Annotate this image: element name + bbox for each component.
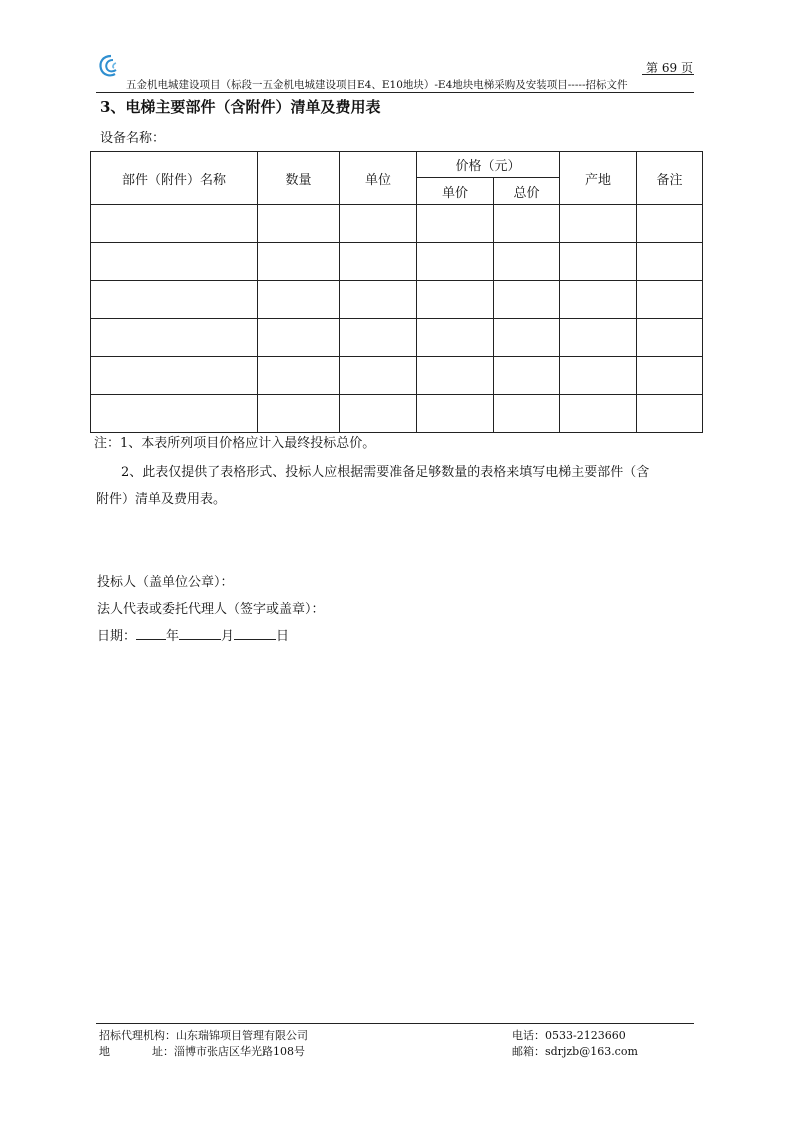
- table-cell[interactable]: [258, 357, 340, 395]
- date-label: 日期：: [97, 629, 137, 644]
- device-name-label: 设备名称：: [100, 131, 166, 146]
- table-cell[interactable]: [560, 357, 637, 395]
- header-part-name: 部件（附件）名称: [91, 152, 258, 205]
- table-row: [91, 357, 703, 395]
- agency-name: 山东瑞锦项目管理有限公司: [176, 1029, 308, 1042]
- day-blank[interactable]: [234, 627, 276, 640]
- table-cell[interactable]: [91, 281, 258, 319]
- table-row: [91, 243, 703, 281]
- swirl-logo-icon: [96, 52, 126, 82]
- table-cell[interactable]: [637, 357, 703, 395]
- table-cell[interactable]: [340, 243, 417, 281]
- table-cell[interactable]: [417, 281, 494, 319]
- table-cell[interactable]: [637, 205, 703, 243]
- address-label-part-1: 地: [99, 1045, 110, 1058]
- header-unit: 单位: [340, 152, 417, 205]
- agency-line: [99, 1027, 308, 1043]
- table-cell[interactable]: [258, 205, 340, 243]
- email-line: [512, 1043, 638, 1059]
- table-cell[interactable]: [560, 395, 637, 433]
- table-cell[interactable]: [560, 205, 637, 243]
- table-cell[interactable]: [494, 319, 560, 357]
- year-blank[interactable]: [136, 627, 166, 640]
- table-cell[interactable]: [417, 205, 494, 243]
- table-cell[interactable]: [417, 357, 494, 395]
- table-cell[interactable]: [91, 319, 258, 357]
- agency-label: 招标代理机构：: [99, 1029, 176, 1042]
- header-unit-price: 单价: [417, 178, 494, 205]
- table-row: [91, 395, 703, 433]
- document-header-title: 五金机电城建设项目（标段一五金机电城建设项目E4、E10地块）-E4地块电梯采购及安装项目-----招标文件: [126, 79, 628, 91]
- table-cell[interactable]: [91, 395, 258, 433]
- address-value: 淄博市张店区华光路108号: [174, 1045, 305, 1058]
- day-label: 日: [276, 629, 290, 644]
- table-cell[interactable]: [91, 243, 258, 281]
- table-cell[interactable]: [91, 205, 258, 243]
- table-cell[interactable]: [340, 319, 417, 357]
- year-label: 年: [166, 629, 180, 644]
- table-cell[interactable]: [340, 281, 417, 319]
- table-cell[interactable]: [417, 243, 494, 281]
- phone-label: 电话：: [512, 1029, 545, 1042]
- table-cell[interactable]: [417, 319, 494, 357]
- table-cell[interactable]: [258, 319, 340, 357]
- month-label: 月: [221, 629, 235, 644]
- page-number: 第 69 页: [646, 61, 693, 75]
- address-line: [99, 1043, 305, 1059]
- phone-number: 0533-2123660: [545, 1029, 626, 1042]
- footer-divider: [96, 1023, 694, 1024]
- table-cell[interactable]: [637, 319, 703, 357]
- phone-line: [512, 1027, 626, 1043]
- table-cell[interactable]: [340, 395, 417, 433]
- header-total-price: 总价: [494, 178, 560, 205]
- note-line-2: 2、此表仅提供了表格形式、投标人应根据需要准备足够数量的表格来填写电梯主要部件（含: [121, 465, 650, 480]
- table-cell[interactable]: [258, 243, 340, 281]
- table-cell[interactable]: [91, 357, 258, 395]
- table-cell[interactable]: [340, 357, 417, 395]
- table-cell[interactable]: [494, 205, 560, 243]
- table-cell[interactable]: [560, 243, 637, 281]
- table-cell[interactable]: [417, 395, 494, 433]
- table-cell[interactable]: [258, 281, 340, 319]
- table-cell[interactable]: [494, 395, 560, 433]
- table-cell[interactable]: [637, 281, 703, 319]
- section-title: 3、电梯主要部件（含附件）清单及费用表: [100, 98, 381, 116]
- table-cell[interactable]: [494, 357, 560, 395]
- note-line-3: 附件）清单及费用表。: [96, 492, 227, 507]
- email-address: sdrjzb@163.com: [545, 1045, 638, 1058]
- table-row: [91, 319, 703, 357]
- table-row: [91, 205, 703, 243]
- header-origin: 产地: [560, 152, 637, 205]
- header-remarks: 备注: [637, 152, 703, 205]
- address-label-part-2: 址：: [152, 1045, 174, 1058]
- table-cell[interactable]: [637, 243, 703, 281]
- parts-cost-table: [90, 151, 703, 433]
- date-line: [97, 625, 289, 644]
- table-cell[interactable]: [494, 281, 560, 319]
- table-cell[interactable]: [637, 395, 703, 433]
- table-cell[interactable]: [258, 395, 340, 433]
- table-cell[interactable]: [560, 319, 637, 357]
- table-row: [91, 281, 703, 319]
- table-cell[interactable]: [340, 205, 417, 243]
- month-blank[interactable]: [179, 627, 221, 640]
- table-cell[interactable]: [560, 281, 637, 319]
- page-number-underline: [642, 74, 694, 75]
- table-cell[interactable]: [494, 243, 560, 281]
- header-quantity: 数量: [258, 152, 340, 205]
- header-divider: [96, 92, 694, 93]
- representative-sign-label: 法人代表或委托代理人（签字或盖章）：: [97, 602, 325, 617]
- bidder-seal-label: 投标人（盖单位公章）：: [97, 575, 234, 590]
- header-price-group: 价格（元）: [417, 152, 560, 178]
- note-line-1: 注：1、本表所列项目价格应计入最终投标总价。: [94, 436, 376, 451]
- email-label: 邮箱：: [512, 1045, 545, 1058]
